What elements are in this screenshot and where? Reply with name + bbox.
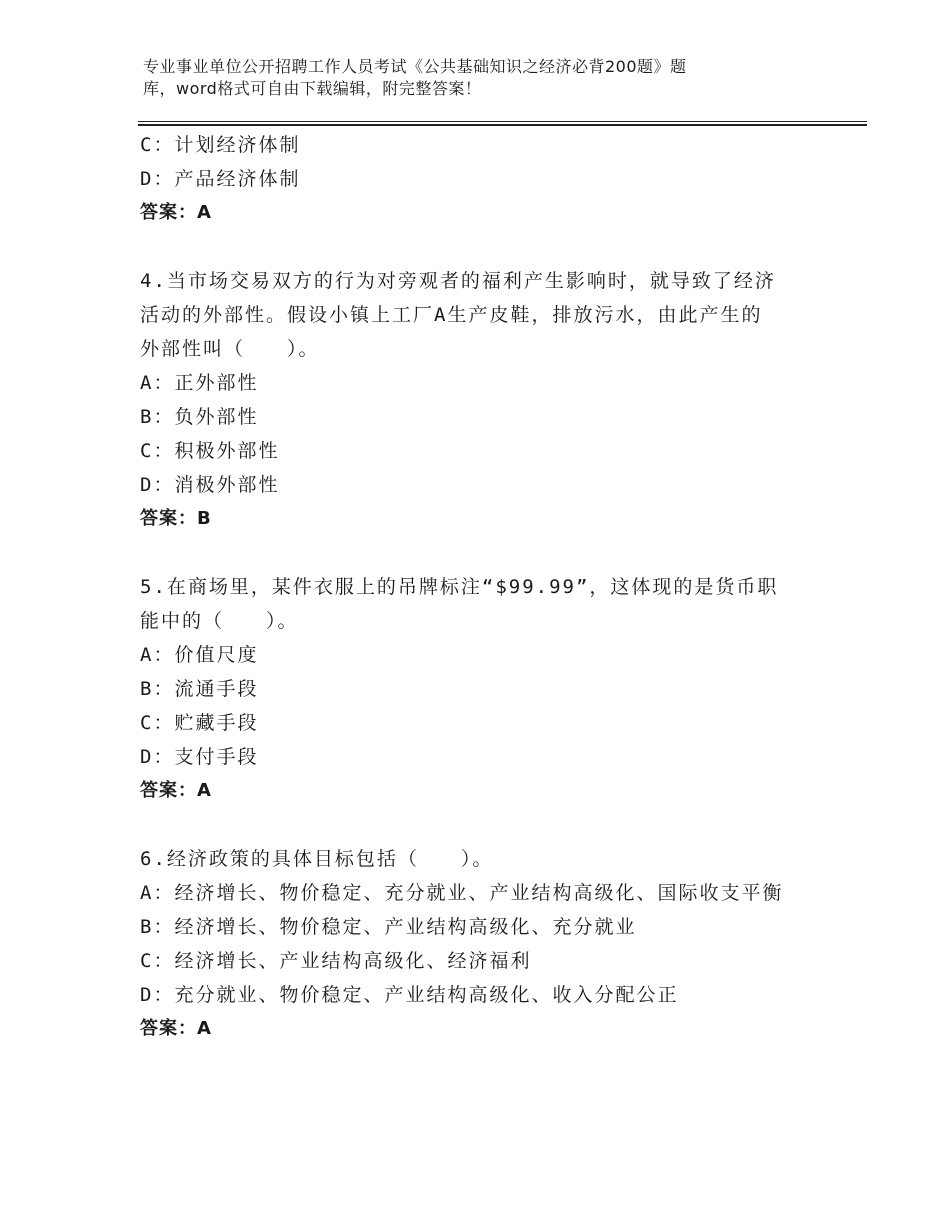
question-list <box>140 128 820 1046</box>
option-b: B：流通手段 <box>140 678 259 700</box>
document-header <box>143 56 783 100</box>
option-a: A：经济增长、物价稳定、充分就业、产业结构高级化、国际收支平衡 <box>140 882 784 904</box>
option-b: B：经济增长、物价稳定、产业结构高级化、充分就业 <box>140 916 637 938</box>
question-block-6 <box>140 842 820 1046</box>
header-divider-thin <box>138 121 867 122</box>
question-block-3 <box>140 128 820 230</box>
header-divider-thick <box>138 124 867 126</box>
question-stem-line: 5.在商场里，某件衣服上的吊牌标注“$99.99”，这体现的是货币职 <box>140 576 779 598</box>
option-d: D：消极外部性 <box>140 474 280 496</box>
option-a: A：价值尺度 <box>140 644 259 666</box>
question-block-4 <box>140 264 820 536</box>
option-c: C：积极外部性 <box>140 440 280 462</box>
header-title-line-2: 库，word格式可自由下载编辑，附完整答案！ <box>143 79 482 98</box>
question-stem-line: 4.当市场交易双方的行为对旁观者的福利产生影响时，就导致了经济 <box>140 270 776 292</box>
option-b: B：负外部性 <box>140 406 259 428</box>
option-c: C：贮藏手段 <box>140 712 259 734</box>
question-stem-line: 活动的外部性。假设小镇上工厂A生产皮鞋，排放污水，由此产生的 <box>140 304 763 326</box>
answer-label: 答案：A <box>140 202 212 223</box>
option-c: C：经济增长、产业结构高级化、经济福利 <box>140 950 532 972</box>
question-stem-line: 外部性叫（ ）。 <box>140 338 320 360</box>
answer-label: 答案：B <box>140 508 212 529</box>
option-d: D：支付手段 <box>140 746 259 768</box>
question-block-5 <box>140 570 820 808</box>
answer-label: 答案：A <box>140 780 212 801</box>
question-stem-line: 6.经济政策的具体目标包括（ ）。 <box>140 848 494 870</box>
question-stem-line: 能中的（ ）。 <box>140 610 299 632</box>
header-title-line-1: 专业事业单位公开招聘工作人员考试《公共基础知识之经济必背200题》题 <box>143 57 687 76</box>
option-c: C：计划经济体制 <box>140 134 301 156</box>
option-d: D：产品经济体制 <box>140 168 301 190</box>
answer-label: 答案：A <box>140 1018 212 1039</box>
option-d: D：充分就业、物价稳定、产业结构高级化、收入分配公正 <box>140 984 679 1006</box>
option-a: A：正外部性 <box>140 372 259 394</box>
